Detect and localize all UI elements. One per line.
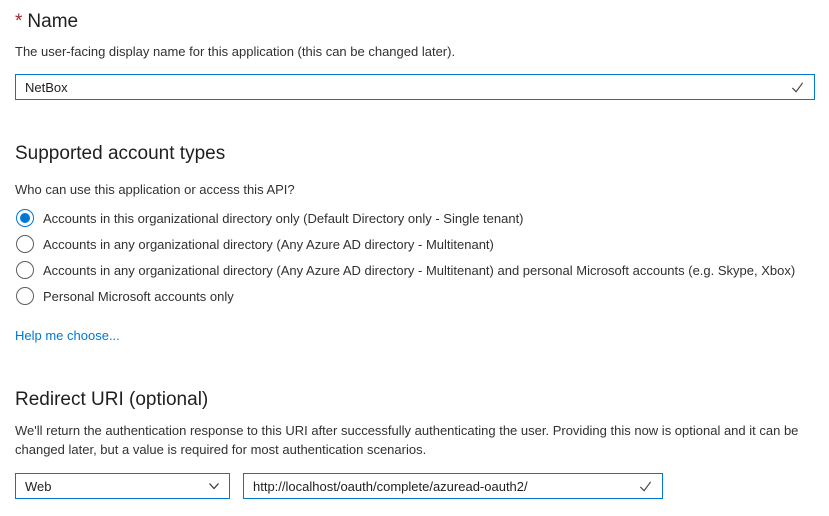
check-icon: [638, 479, 653, 494]
account-type-option-personal-only[interactable]: [15, 283, 815, 309]
radio-icon[interactable]: [16, 287, 34, 305]
account-type-option-multitenant[interactable]: [15, 231, 815, 257]
chevron-down-icon: [208, 480, 220, 492]
account-types-title: Supported account types: [15, 143, 226, 164]
name-section: [15, 10, 815, 100]
account-type-option-label: Personal Microsoft accounts only: [43, 288, 234, 304]
required-asterisk: *: [15, 11, 23, 32]
name-input-value: NetBox: [25, 79, 68, 95]
redirect-uri-input[interactable]: [243, 473, 663, 499]
redirect-uri-title: Redirect URI (optional): [15, 389, 209, 410]
name-title-text: Name: [27, 11, 79, 32]
account-type-option-label: Accounts in this organizational directory only (Default Directory only - Single tenant): [43, 210, 524, 226]
radio-icon[interactable]: [16, 235, 34, 253]
name-description: The user-facing display name for this application (this can be changed later).: [15, 44, 456, 59]
check-icon: [790, 80, 805, 95]
account-type-option-single-tenant[interactable]: [15, 205, 815, 231]
radio-selected-icon[interactable]: [16, 209, 34, 227]
help-me-choose-link[interactable]: Help me choose...: [15, 328, 120, 343]
account-type-option-label: Accounts in any organizational directory (Any Azure AD directory - Multitenant): [43, 236, 494, 252]
account-type-radio-group: [15, 205, 815, 309]
name-input[interactable]: [15, 74, 815, 100]
redirect-uri-value: http://localhost/oauth/complete/azuread-oauth2/: [253, 478, 528, 494]
supported-account-types-section: [15, 142, 815, 345]
name-section-title: [15, 10, 815, 33]
account-type-option-label: Accounts in any organizational directory (Any Azure AD directory - Multitenant) and personal Microsoft accounts (e.g. Skype, Xbox): [43, 262, 796, 278]
redirect-platform-select[interactable]: [15, 473, 230, 499]
account-types-question: Who can use this application or access this API?: [15, 182, 295, 197]
redirect-platform-value: Web: [25, 478, 52, 494]
redirect-uri-row: [15, 473, 815, 499]
radio-icon[interactable]: [16, 261, 34, 279]
redirect-uri-section: [15, 388, 815, 499]
account-type-option-multitenant-personal[interactable]: [15, 257, 815, 283]
redirect-uri-description: We'll return the authentication response to this URI after successfully authenticating the user. Providing this now is optional and it can be changed later, but a value is required for most authentication scenarios.: [15, 423, 799, 457]
